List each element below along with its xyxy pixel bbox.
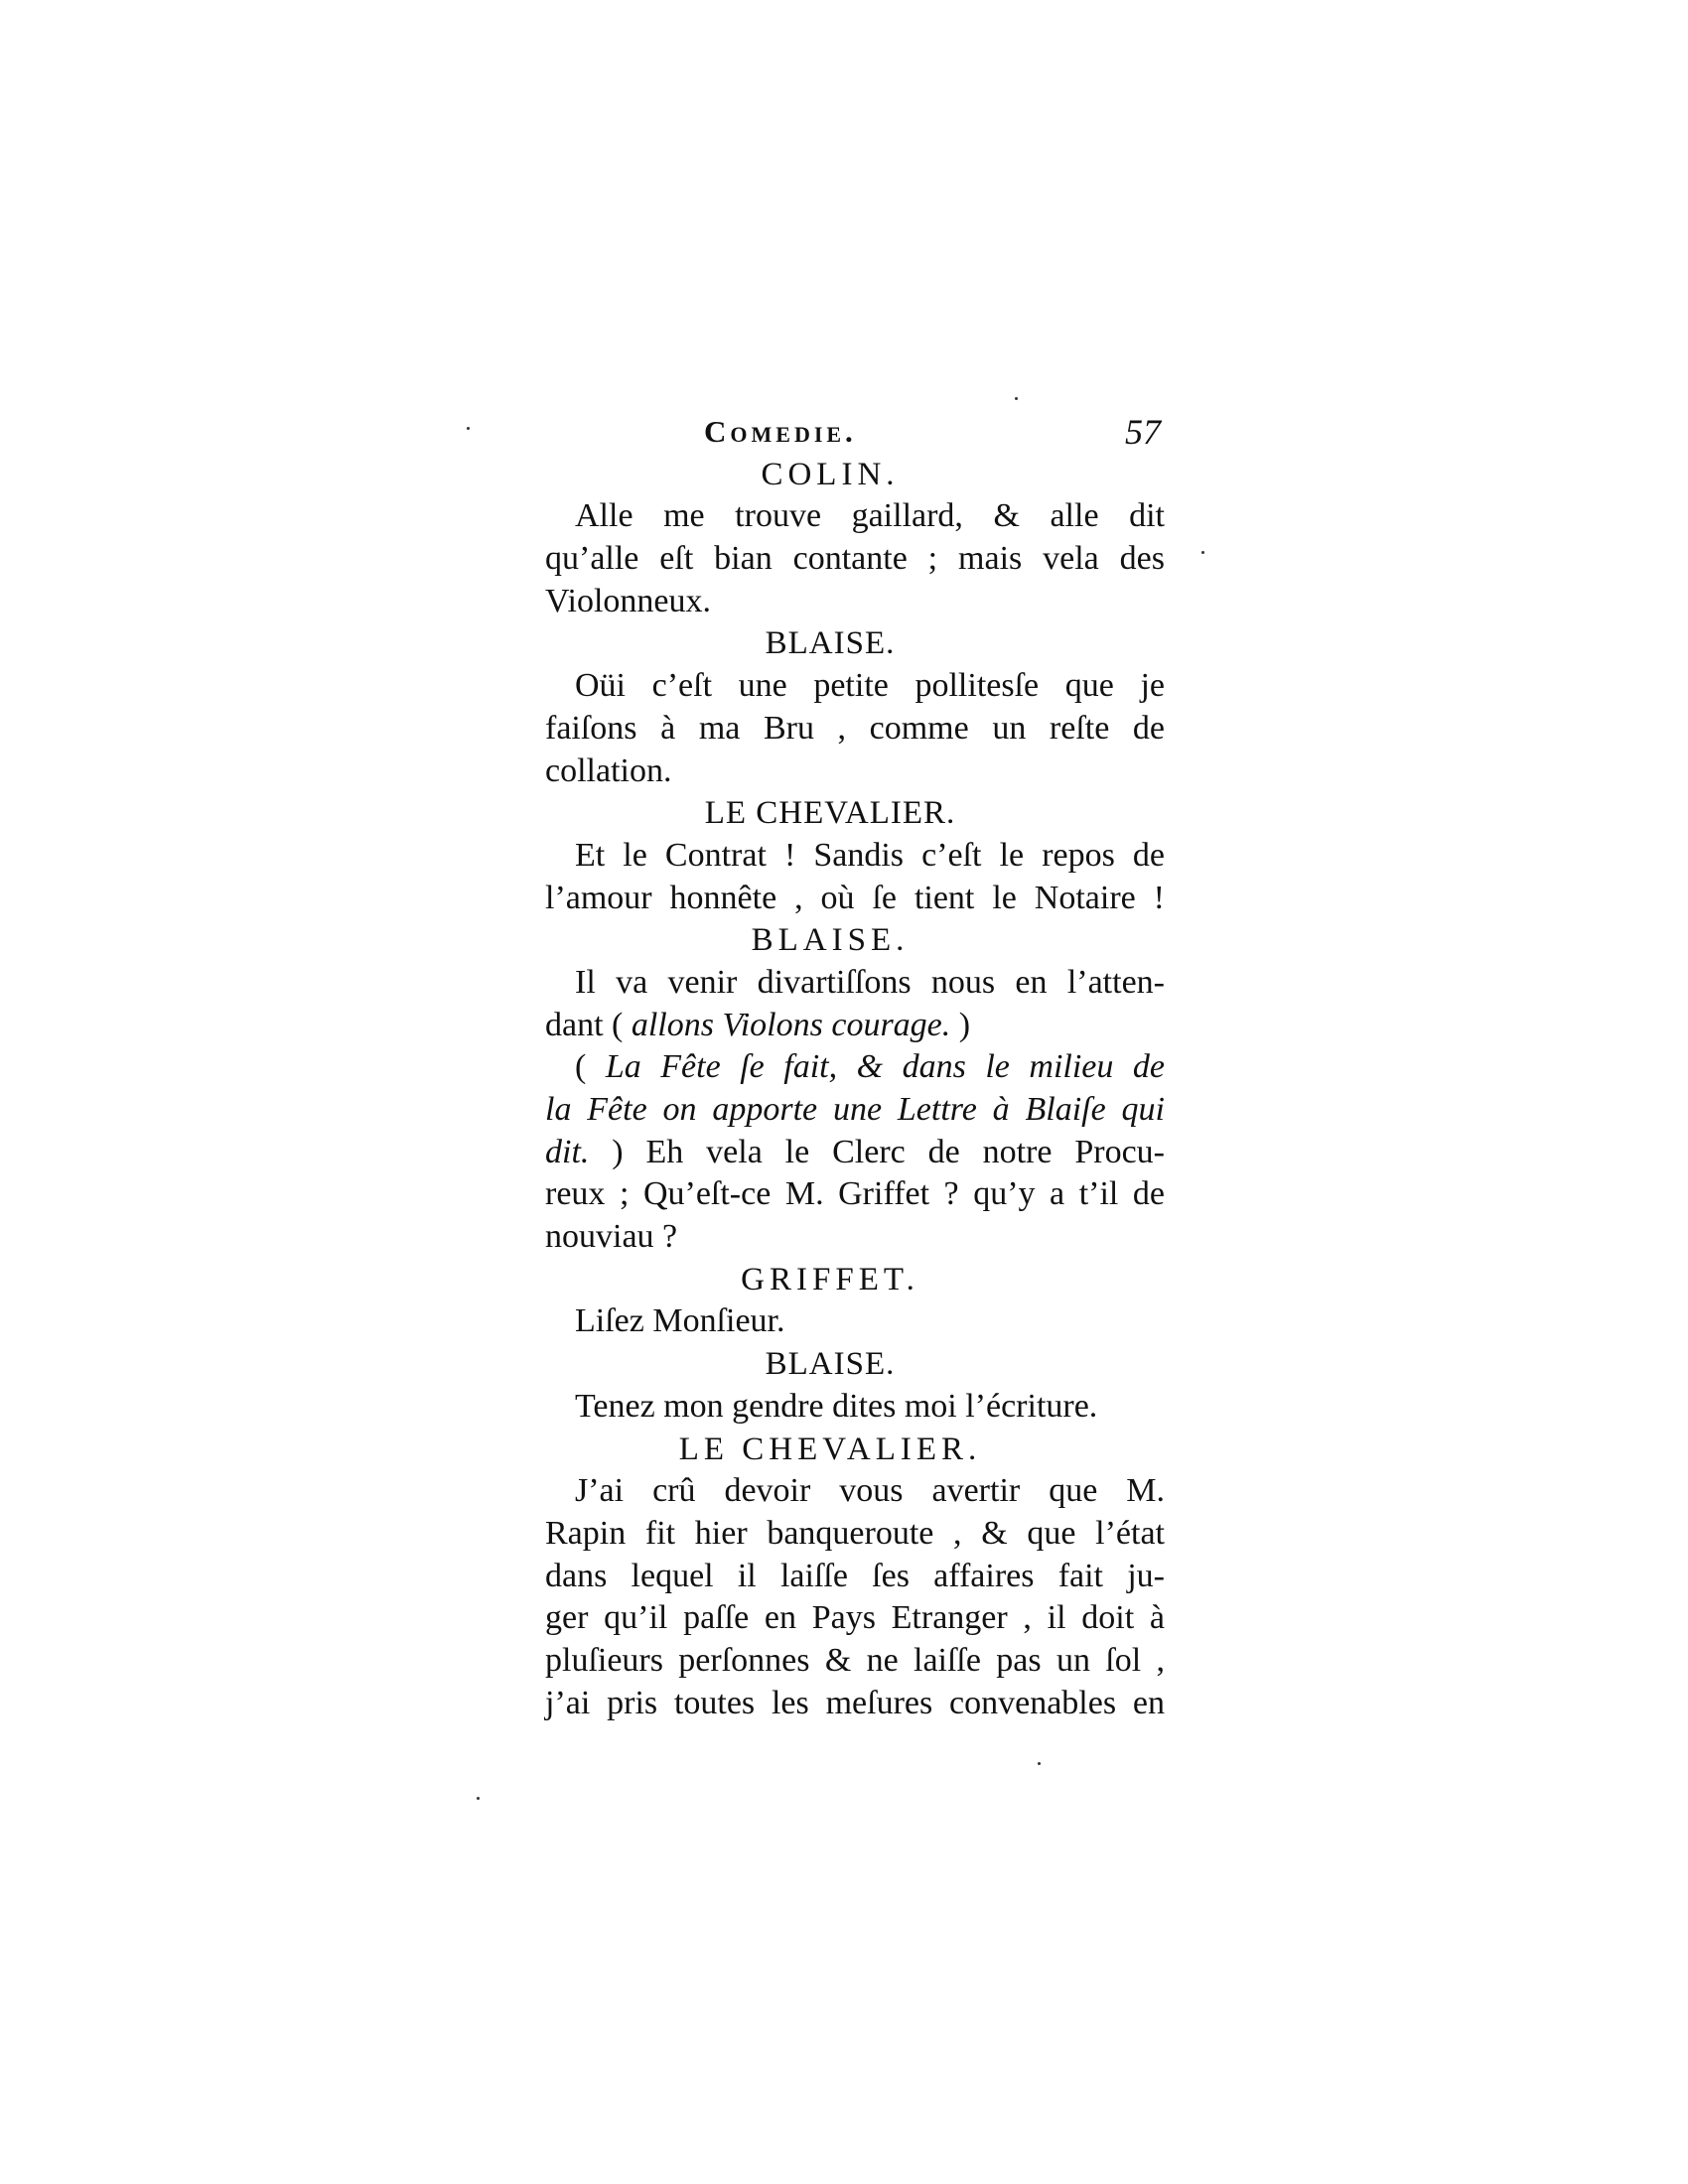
text-line xyxy=(545,1470,1165,1513)
text-line xyxy=(545,1046,1165,1089)
italic-stage-direction: allons Violons courage. xyxy=(631,1006,951,1043)
speaker-name: LE CHEVALIER. xyxy=(678,1431,982,1467)
print-speck xyxy=(1015,397,1018,400)
speaker-name: BLAISE. xyxy=(765,1346,896,1383)
text-line xyxy=(545,1132,1165,1174)
text-segment: dans lequel il laiſſe ſes affaires fait ju- xyxy=(545,1557,1165,1594)
text-segment: Il va venir divartiſſons nous en l’atten- xyxy=(575,963,1165,1001)
print-speck xyxy=(467,427,470,430)
text-line xyxy=(545,538,1165,581)
italic-stage-direction: dit. xyxy=(545,1133,590,1170)
text-line xyxy=(545,1089,1165,1132)
text-segment: nouviau ? xyxy=(545,1218,678,1256)
text-line xyxy=(545,878,1165,920)
running-title: Comedie. xyxy=(704,414,857,449)
play-text xyxy=(545,454,1165,1725)
speaker-name: GRIFFET. xyxy=(741,1261,919,1297)
text-segment: reux ; Qu’eſt-ce M. Griffet ? qu’y a t’il de xyxy=(545,1175,1165,1213)
speaker-name: LE CHEVALIER. xyxy=(704,795,956,832)
text-segment: ( xyxy=(575,1048,606,1086)
text-segment: ) Eh vela le Clerc de notre Procu- xyxy=(589,1133,1165,1170)
speaker-name: COLIN. xyxy=(761,456,900,492)
text-line xyxy=(545,751,1165,793)
text-segment: collation. xyxy=(545,751,672,789)
running-header xyxy=(545,411,1165,454)
book-page xyxy=(545,411,1165,1724)
text-segment: dant ( xyxy=(545,1006,632,1043)
speaker-name: BLAISE. xyxy=(751,922,910,959)
italic-stage-direction: La Fête ſe fait, & dans le milieu de xyxy=(605,1048,1165,1086)
text-segment: Liſez Monſieur. xyxy=(575,1302,785,1340)
text-line xyxy=(545,1683,1165,1725)
text-line xyxy=(545,1216,1165,1259)
text-line xyxy=(545,1597,1165,1640)
text-segment: J’ai crû devoir vous avertir que M. xyxy=(575,1472,1165,1510)
text-line xyxy=(545,665,1165,708)
text-line xyxy=(545,581,1165,623)
text-line xyxy=(545,708,1165,751)
text-line xyxy=(545,1513,1165,1556)
text-segment: faiſons à ma Bru , comme un reſte de xyxy=(545,709,1165,747)
text-line xyxy=(545,1005,1165,1047)
print-speck xyxy=(1038,1762,1041,1765)
text-line xyxy=(545,1640,1165,1683)
text-segment: Et le Contrat ! Sandis c’eſt le repos de xyxy=(575,836,1165,874)
text-line xyxy=(545,835,1165,878)
text-segment: Tenez mon gendre dites moi l’écriture. xyxy=(575,1387,1098,1425)
text-segment: pluſieurs perſonnes & ne laiſſe pas un ſol , xyxy=(545,1641,1165,1679)
text-segment: ) xyxy=(950,1006,971,1043)
page-number: 57 xyxy=(1125,412,1161,452)
text-line xyxy=(545,962,1165,1005)
text-segment: Violonneux. xyxy=(545,582,711,619)
text-line xyxy=(545,1173,1165,1216)
text-line xyxy=(545,1556,1165,1598)
text-segment: ger qu’il paſſe en Pays Etranger , il doit à xyxy=(545,1599,1165,1637)
text-segment: j’ai pris toutes les meſures convenables en xyxy=(545,1684,1165,1721)
text-line xyxy=(545,1300,1165,1343)
text-segment: Alle me trouve gaillard, & alle dit xyxy=(575,497,1165,535)
speaker-name: BLAISE. xyxy=(765,625,896,662)
text-segment: qu’alle eſt bian contante ; mais vela des xyxy=(545,540,1165,578)
text-segment: Rapin fit hier banqueroute , & que l’état xyxy=(545,1514,1165,1552)
text-segment: l’amour honnête , où ſe tient le Notaire ! xyxy=(545,879,1165,916)
print-speck xyxy=(477,1797,480,1800)
italic-stage-direction: la Fête on apporte une Lettre à Blaiſe qui xyxy=(545,1091,1165,1128)
print-speck xyxy=(1201,551,1204,554)
text-line xyxy=(545,1386,1165,1429)
text-segment: Oüi c’eſt une petite pollitesſe que je xyxy=(575,667,1165,705)
text-line xyxy=(545,495,1165,538)
